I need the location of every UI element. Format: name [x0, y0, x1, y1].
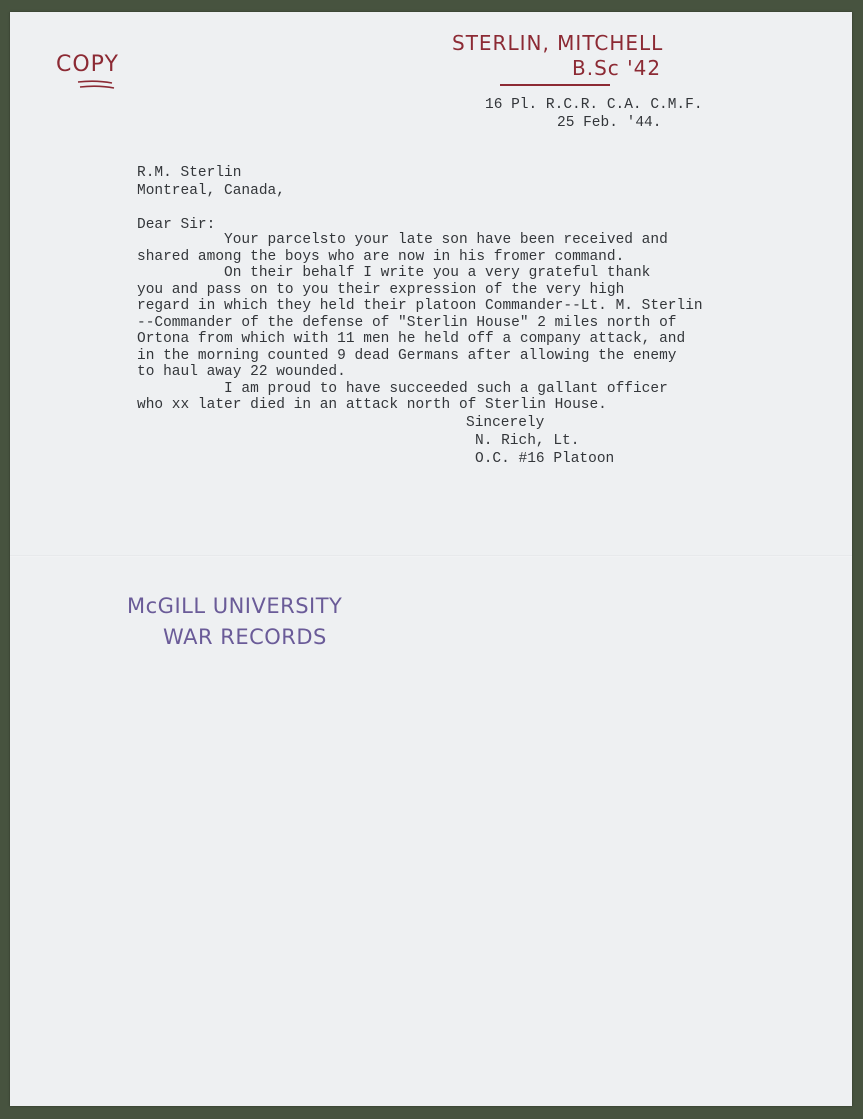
body-line: --Commander of the defense of "Sterlin House" 2 miles north of [137, 314, 677, 331]
unit-line: 16 Pl. R.C.R. C.A. C.M.F. [485, 97, 703, 113]
body-line: you and pass on to you their expression of the very high [137, 281, 625, 298]
page-fold-line [10, 555, 852, 557]
body-line: shared among the boys who are now in his fromer command. [137, 248, 625, 265]
salutation: Dear Sir: [137, 217, 216, 233]
body-line: Ortona from which with 11 men he held off a company attack, and [137, 331, 686, 347]
copy-annotation [56, 52, 119, 77]
copy-text: COPY [56, 52, 119, 77]
recipient-name: R.M. Sterlin [137, 165, 242, 181]
recipient-location: Montreal, Canada, [137, 183, 285, 199]
body-line: in the morning counted 9 dead Germans after allowing the enemy [137, 347, 677, 364]
date-line: 25 Feb. '44. [557, 115, 662, 131]
signer-name: N. Rich, Lt. [475, 433, 580, 449]
copy-underline [76, 80, 116, 90]
stamp-line-2: WAR RECORDS [163, 625, 327, 649]
body-line: On their behalf I write you a very grateful thank [137, 265, 651, 281]
degree-annotation: B.Sc '42 [572, 56, 662, 80]
body-line: Your parcelsto your late son have been received and [137, 232, 668, 248]
signer-title: O.C. #16 Platoon [475, 451, 615, 467]
name-underline [500, 84, 610, 86]
stamp-line-1: McGILL UNIVERSITY [127, 594, 343, 618]
sign-off: Sincerely [466, 415, 545, 431]
body-line: who xx later died in an attack north of Sterlin House. [137, 397, 607, 413]
body-line: to haul away 22 wounded. [137, 364, 346, 380]
body-line: regard in which they held their platoon Commander--Lt. M. Sterlin [137, 298, 703, 314]
body-line: I am proud to have succeeded such a gallant officer [137, 380, 668, 397]
name-annotation: STERLIN, MITCHELL [452, 31, 664, 55]
